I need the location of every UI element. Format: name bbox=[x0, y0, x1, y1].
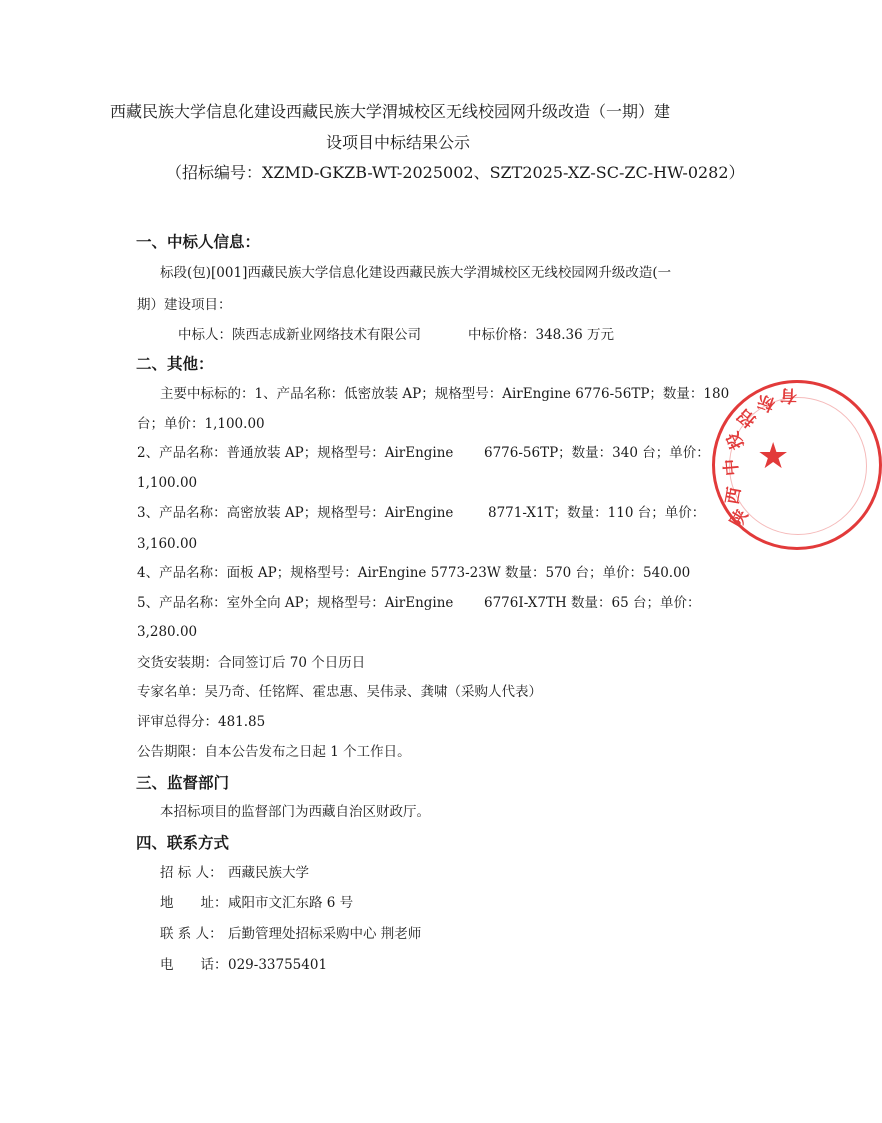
seal-star-icon: ★ bbox=[757, 436, 790, 477]
contact-label: 联 系 人： bbox=[160, 926, 223, 942]
notice-period: 公告期限：自本公告发布之日起 1 个工作日。 bbox=[137, 744, 411, 760]
item-1-line-1: 主要中标标的：1、产品名称：低密放装 AP；规格型号：AirEngine 6776-56TP；数量：180 bbox=[160, 386, 730, 402]
item-3-part-b: 8771-X1T；数量：110 台；单价： bbox=[488, 505, 706, 521]
section-2-heading: 二、其他： bbox=[136, 355, 214, 373]
item-2-part-b: 6776-56TP；数量：340 台；单价： bbox=[484, 445, 710, 461]
section-4-heading: 四、联系方式 bbox=[136, 834, 230, 852]
section-3-heading: 三、监督部门 bbox=[136, 774, 230, 792]
seal-char: 有 bbox=[779, 384, 798, 406]
bid-number: （招标编号：XZMD-GKZB-WT-2025002、SZT2025-XZ-SC-ZC-HW-0282） bbox=[166, 163, 745, 182]
seal-char: 陕 bbox=[726, 506, 753, 532]
supervision-text: 本招标项目的监督部门为西藏自治区财政厅。 bbox=[160, 804, 430, 820]
contact-value: 后勤管理处招标采购中心 荆老师 bbox=[228, 926, 422, 942]
tenderer-label: 招 标 人： bbox=[160, 865, 223, 881]
item-5-part-b: 6776I-X7TH 数量：65 台；单价： bbox=[484, 595, 701, 611]
phone-label: 电 话： bbox=[160, 957, 228, 973]
seal-char: 中 bbox=[721, 457, 743, 477]
item-1-line-2: 台；单价：1,100.00 bbox=[137, 416, 265, 432]
item-3-part-a: 3、产品名称：高密放装 AP；规格型号：AirEngine bbox=[137, 505, 454, 521]
item-3-unit-price: 3,160.00 bbox=[137, 536, 198, 552]
tenderer-value: 西藏民族大学 bbox=[228, 865, 309, 881]
address-value: 咸阳市文汇东路 6 号 bbox=[228, 895, 354, 911]
winner-name: 中标人：陕西志成新业网络技术有限公司 bbox=[178, 327, 421, 343]
lot-line-1: 标段(包)[001]西藏民族大学信息化建设西藏民族大学渭城校区无线校园网升级改造(一 bbox=[160, 265, 672, 281]
item-4: 4、产品名称：面板 AP；规格型号：AirEngine 5773-23W 数量：570 台；单价：540.00 bbox=[137, 565, 691, 581]
seal-char: 标 bbox=[754, 389, 778, 415]
item-2-part-a: 2、产品名称：普通放装 AP；规格型号：AirEngine bbox=[137, 445, 454, 461]
company-seal bbox=[712, 380, 882, 550]
lot-line-2: 期）建设项目： bbox=[137, 297, 232, 313]
seal-char: 投 bbox=[723, 428, 749, 453]
address-label: 地 址： bbox=[160, 895, 228, 911]
seal-char: 招 bbox=[734, 404, 761, 431]
title-line-2: 设项目中标结果公示 bbox=[326, 133, 471, 152]
total-score: 评审总得分：481.85 bbox=[137, 714, 266, 730]
item-2-unit-price: 1,100.00 bbox=[137, 475, 198, 491]
delivery-period: 交货安装期：合同签订后 70 个日历日 bbox=[137, 655, 366, 671]
title-line-1: 西藏民族大学信息化建设西藏民族大学渭城校区无线校园网升级改造（一期）建 bbox=[110, 102, 671, 121]
item-5-unit-price: 3,280.00 bbox=[137, 624, 198, 640]
section-1-heading: 一、中标人信息： bbox=[136, 233, 261, 251]
item-5-part-a: 5、产品名称：室外全向 AP；规格型号：AirEngine bbox=[137, 595, 454, 611]
expert-list: 专家名单：吴乃奇、任铭辉、霍忠惠、吴伟录、龚啸（采购人代表） bbox=[137, 684, 542, 700]
seal-char: 西 bbox=[722, 485, 746, 507]
phone-value: 029-33755401 bbox=[228, 957, 328, 973]
winning-price: 中标价格：348.36 万元 bbox=[468, 327, 615, 343]
